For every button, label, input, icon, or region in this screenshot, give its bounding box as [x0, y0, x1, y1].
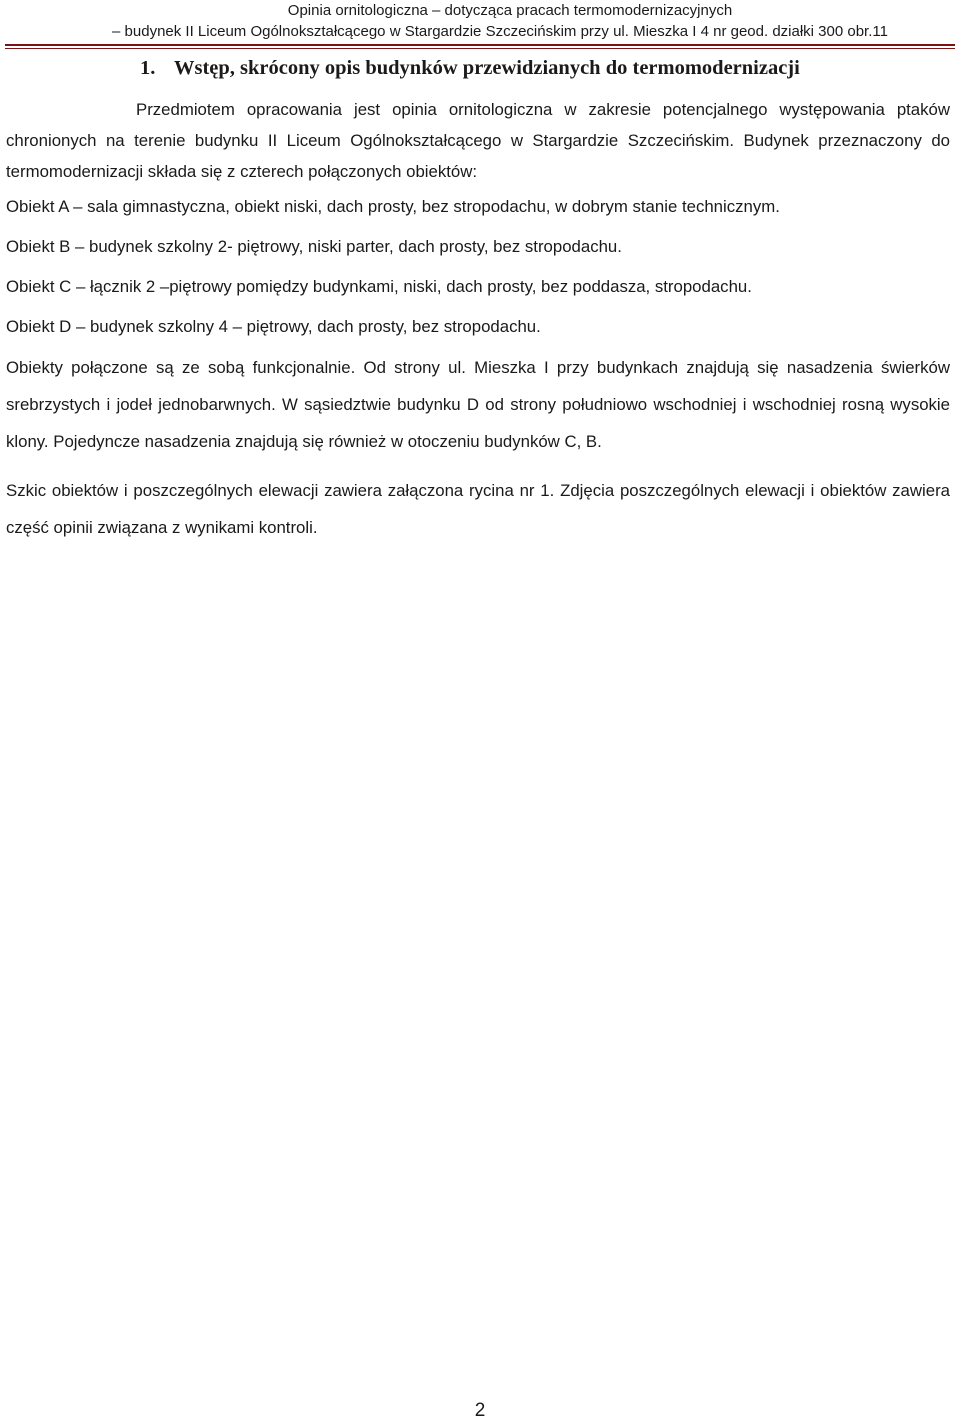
section-heading: [140, 55, 940, 81]
object-c-paragraph: Obiekt C – łącznik 2 –piętrowy pomiędzy budynkami, niski, dach prosty, bez poddasza, stropodachu.: [6, 277, 752, 296]
object-a-paragraph: Obiekt A – sala gimnastyczna, obiekt niski, dach prosty, bez stropodachu, w dobrym stanie technicznym.: [6, 197, 780, 216]
document-body: [6, 94, 950, 546]
header-divider: [5, 44, 955, 49]
section-title: Wstęp, skrócony opis budynków przewidzianych do termomodernizacji: [174, 57, 800, 79]
object-b-paragraph: Obiekt B – budynek szkolny 2- piętrowy, niski parter, dach prosty, bez stropodachu.: [6, 237, 622, 256]
header-subtitle-line: – budynek II Liceum Ogólnokształcącego w Stargardzie Szczecińskim przy ul. Mieszka I 4 nr geod. działki 300 obr.11: [112, 23, 888, 40]
intro-paragraph: Przedmiotem opracowania jest opinia ornitologiczna w zakresie potencjalnego występowania ptaków chronionych na terenie budynku II Liceum Ogólnokształcącego w Stargardzie Szczecińskim. Budynek przeznaczony do termomodernizacji składa się z czterech połączonych obiektów:: [6, 100, 950, 181]
page-number: 2: [474, 1400, 486, 1421]
surroundings-paragraph: Obiekty połączone są ze sobą funkcjonalnie. Od strony ul. Mieszka I przy budynkach znajdują się nasadzenia świerków srebrzystych i jodeł jednobarwnych. W sąsiedztwie budynku D od strony południowo wschodniej i wschodniej rosną wysokie klony. Pojedyncze nasadzenia znajdują się również w otoczeniu budynków C, B.: [6, 358, 950, 451]
section-number: 1.: [140, 57, 156, 79]
header-title-line: Opinia ornitologiczna – dotycząca pracach termomodernizacyjnych: [287, 2, 733, 19]
object-d-paragraph: Obiekt D – budynek szkolny 4 – piętrowy, dach prosty, bez stropodachu.: [6, 317, 541, 336]
sketch-paragraph: Szkic obiektów i poszczególnych elewacji zawiera załączona rycina nr 1. Zdjęcia poszczególnych elewacji i obiektów zawiera część opinii związana z wynikami kontroli.: [6, 481, 950, 537]
page-header: [0, 0, 960, 42]
